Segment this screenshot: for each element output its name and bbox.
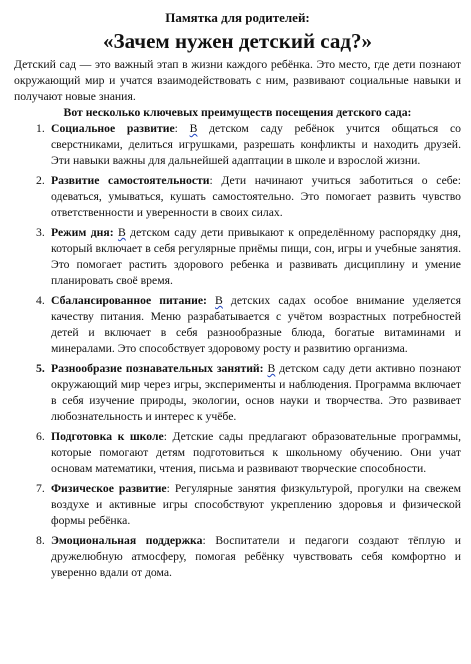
item-separator: : bbox=[202, 534, 216, 547]
item-term: Эмоциональная поддержка bbox=[51, 534, 203, 547]
item-separator bbox=[207, 294, 215, 307]
item-text: Регулярные занятия физкультурой, прогулки на свежем воздухе и активные игры способствуют укреплению здоровья и физической формы ребёнка. bbox=[51, 482, 462, 527]
benefit-item-8 bbox=[14, 533, 461, 581]
benefit-item-5 bbox=[14, 361, 461, 425]
item-term: Развитие самостоятельности bbox=[51, 174, 210, 187]
spellcheck-mark: В bbox=[215, 294, 223, 307]
spellcheck-mark: В bbox=[267, 362, 276, 375]
item-term: Подготовка к школе bbox=[51, 430, 164, 443]
item-term: Режим дня: bbox=[51, 226, 114, 239]
item-number: 4. bbox=[36, 294, 45, 307]
item-separator: : bbox=[163, 430, 173, 443]
item-text: Детские сады предлагают образовательные программы, которые помогают детям подготовиться к школьному обучению. Они учат основам математики, чтения, письма и развивают творческие способности. bbox=[51, 430, 461, 475]
memo-subtitle: Памятка для родителей: bbox=[165, 10, 310, 25]
spellcheck-mark: В bbox=[117, 226, 126, 239]
item-text: детском саду дети активно познают окружающий мир через игры, эксперименты и наблюдения. Программа включает в себя изучение природы, экологии, основ науки и творчества. Это развивает любознательность и интерес к учёбе. bbox=[51, 362, 461, 423]
item-term: Социальное развитие bbox=[51, 122, 175, 135]
benefits-heading: Вот несколько ключевых преимуществ посещения детского сада: bbox=[63, 106, 412, 119]
item-number: 3. bbox=[36, 226, 45, 239]
benefits-list bbox=[14, 121, 461, 581]
item-text: детских садах особое внимание уделяется качеству питания. Меню разрабатывается с учётом возрастных потребностей детей и включает в себя разнообразные блюда, богатые витаминами и минералами. Это способствует здоровому росту и развитию организма. bbox=[51, 294, 461, 355]
item-text: детском саду ребёнок учится общаться со сверстниками, делиться игрушками, разрешать конфликты и находить друзей. Эти навыки важны для дальнейшей адаптации в школе и взрослой жизни. bbox=[51, 122, 462, 167]
item-text: детском саду дети привыкают к определённому распорядку дня, который включает в себя регулярные приёмы пищи, сон, игры и учебные занятия. Это помогает растить здорового ребенка и развивать дисциплину и умение планировать своё время. bbox=[51, 226, 461, 287]
benefit-item-3 bbox=[14, 225, 461, 289]
spellcheck-mark: В bbox=[189, 122, 198, 135]
item-text: Воспитатели и педагоги создают тёплую и дружелюбную атмосферу, помогая ребёнку чувствовать себя комфортно и уверенно вдали от дома. bbox=[51, 534, 462, 579]
item-separator: : bbox=[166, 482, 175, 495]
benefit-item-1 bbox=[14, 121, 461, 169]
item-number: 7. bbox=[36, 482, 45, 495]
item-term: Физическое развитие bbox=[51, 482, 167, 495]
item-number: 1. bbox=[36, 122, 45, 135]
intro-paragraph: Детский сад — это важный этап в жизни каждого ребёнка. Это место, где дети познают окружающий мир и учатся взаимодействовать с ним, развивают социальные навыки и получают новые знания. bbox=[14, 58, 461, 103]
item-term: Сбалансированное питание: bbox=[51, 294, 207, 307]
item-separator: : bbox=[174, 122, 190, 135]
item-text: Дети начинают учиться заботиться о себе: одеваться, умываться, кушать самостоятельно. Это помогает развить чувство ответственности и уверенности в своих силах. bbox=[51, 174, 461, 219]
item-number: 5. bbox=[36, 362, 45, 375]
benefit-item-2 bbox=[14, 173, 461, 221]
item-number: 2. bbox=[36, 174, 45, 187]
benefit-item-6 bbox=[14, 429, 461, 477]
item-separator: : bbox=[209, 174, 222, 187]
page-title: «Зачем нужен детский сад?» bbox=[103, 29, 372, 53]
benefit-item-4 bbox=[14, 293, 461, 357]
item-term: Разнообразие познавательных занятий: bbox=[51, 362, 264, 375]
item-number: 6. bbox=[36, 430, 45, 443]
benefit-item-7 bbox=[14, 481, 461, 529]
item-number: 8. bbox=[36, 534, 45, 547]
